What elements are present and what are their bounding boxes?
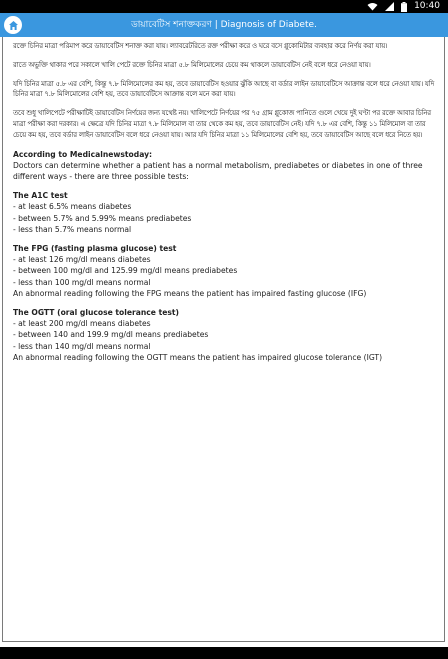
app-bar bbox=[0, 13, 448, 37]
bangla-paragraph: যদি চিনির মাত্রা ৫.৮ এর বেশি, কিন্তু ৭.৮ মিলিমোলের কম হয়, তবে ডায়াবেটিস হওয়ার ঝুঁকি আছে বা বর্ডার লাইন ডায়াবেটিসে আক্রান্ত বলে ধরে নেওয়া যায়। যদি চিনির মাত্রা ৭.৮ মিলিমোলের বেশি হয়, তবে ডায়াবেটিসে আক্রান্ত বলে মনে করা যায়। bbox=[13, 79, 435, 99]
navigation-bar bbox=[0, 647, 448, 659]
article-panel bbox=[2, 37, 445, 642]
test-item: - between 5.7% and 5.99% means prediabetes bbox=[13, 213, 192, 223]
signal-icon bbox=[385, 2, 394, 11]
battery-icon bbox=[401, 2, 407, 12]
app-title: ডায়াবেটিস শনাক্তকরণ | Diagnosis of Diabete. bbox=[131, 20, 317, 30]
test-title: The OGTT (oral glucose tolerance test) bbox=[13, 308, 179, 318]
test-item: - at least 6.5% means diabetes bbox=[13, 202, 132, 212]
test-note: An abnormal reading following the OGTT means the patient has impaired glucose tolerance (IGT) bbox=[13, 352, 383, 362]
test-title: The FPG (fasting plasma glucose) test bbox=[13, 244, 177, 253]
status-time: 10:40 bbox=[414, 1, 440, 11]
bangla-paragraph: রক্তে চিনির মাত্রা পরিমাপ করে ডায়াবেটিস শনাক্ত করা যায়। ল্যাবরেটরিতে রক্ত পরীক্ষা করে ও ঘরে বসে গ্লুকোমিটার ব্যবহার করে নির্ণয় করা যায়। bbox=[13, 42, 388, 50]
bangla-paragraph: রাতে অভুক্তি থাকার পরে সকালে খালি পেটে রক্তে চিনির মাত্রা ৫.৮ মিলিমোলের চেয়ে কম থাকলে ডায়াবেটিস নেই বলে ধরে নেওয়া যায়। bbox=[13, 60, 371, 69]
wifi-icon bbox=[367, 2, 378, 11]
test-note: An abnormal reading following the FPG means the patient has impaired fasting glucose (IFG) bbox=[13, 288, 367, 298]
status-bar bbox=[0, 0, 448, 13]
test-item: - less than 100 mg/dl means normal bbox=[13, 277, 151, 287]
test-item: - between 100 mg/dl and 125.99 mg/dl means prediabetes bbox=[13, 266, 238, 276]
test-item: - at least 200 mg/dl means diabetes bbox=[13, 319, 151, 329]
source-heading: According to Medicalnewstoday: bbox=[13, 149, 153, 159]
test-item: - less than 140 mg/dl means normal bbox=[13, 341, 151, 351]
test-title: The A1C test bbox=[13, 191, 68, 201]
source-intro: Doctors can determine whether a patient has a normal metabolism, prediabetes or diabetes in one of three different ways - there are three possible tests: bbox=[13, 160, 423, 181]
bangla-paragraph: তবে শুধু খালিপেটে পরীক্ষাটিই ডায়াবেটিস নির্ণয়ের জন্য যথেষ্ট নয়। খালিপেটে নির্ণয়ের পর ৭৫ গ্রাম গ্লুকোজ পানিতে গুলে খেয়ে দুই ঘণ্টা পর রক্তে আবার চিনির মাত্রা পরীক্ষা করা দরকার। এ ক্ষেত্রে যদি চিনির মাত্রা ৭.৮ মিলিমোল বা তার থেকে কম হয়, তবে ডায়াবেটিস নেই। যদি ৭.৮ এর বেশি, কিন্তু ১১ মিলিমোল বা তার চেয়ে কম হয়, তবে বর্ডার লাইন ডায়াবেটিস বলে ধরে নেওয়া যায়। আর যদি চিনির মাত্রা ১১ মিলিমোলের বেশি হয়, তবে ডায়াবেটিস আছে বলে ধরে নিতে হয়। bbox=[13, 109, 431, 139]
content-area[interactable] bbox=[0, 37, 448, 647]
test-item: - at least 126 mg/dl means diabetes bbox=[13, 255, 151, 265]
article-body bbox=[13, 41, 439, 363]
test-item: - between 140 and 199.9 mg/dl means prediabetes bbox=[13, 330, 209, 340]
test-item: - less than 5.7% means normal bbox=[13, 224, 132, 234]
